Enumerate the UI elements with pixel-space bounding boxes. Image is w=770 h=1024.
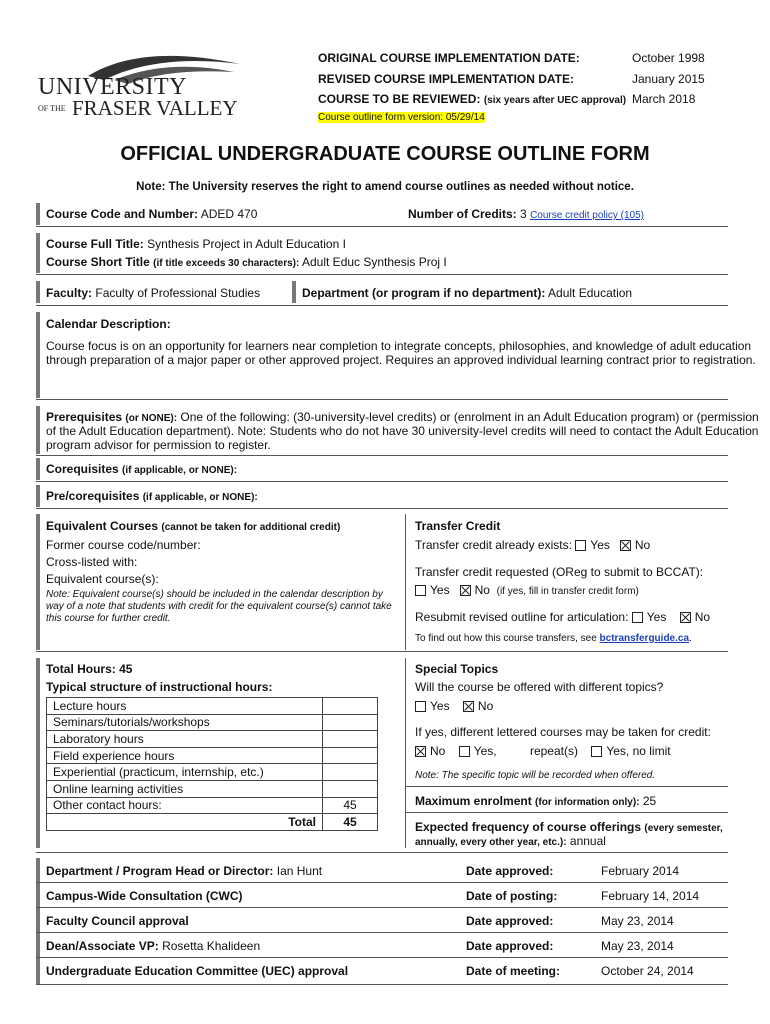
- divider: [36, 508, 728, 509]
- approval-label: Undergraduate Education Committee (UEC) approval: [46, 964, 349, 978]
- calendar-line2: through preparation of a major paper or other approved project. Requires an approved individual learning contract prior to registration.: [46, 353, 756, 367]
- review-date-note: (six years after UEC approval): [483, 95, 627, 106]
- approval-row: [46, 914, 189, 928]
- frequency-note1: (every semester,: [644, 823, 723, 834]
- approval-date-label: Date approved:: [466, 864, 554, 878]
- divider: [405, 786, 728, 787]
- review-date-label: [318, 92, 626, 106]
- page-title: OFFICIAL UNDERGRADUATE COURSE OUTLINE FORM: [120, 143, 650, 165]
- faculty-label: Faculty:: [46, 286, 93, 300]
- left-border: [36, 406, 40, 454]
- total-hours-value: 45: [119, 662, 133, 676]
- transfer-find-text: To find out how this course transfers, see: [415, 633, 597, 644]
- divider: [36, 455, 728, 456]
- total-hours: [46, 662, 132, 676]
- approval-date: May 23, 2014: [601, 914, 674, 928]
- yes-label: Yes: [646, 610, 667, 624]
- special-repeat-options: [415, 744, 671, 758]
- hours-row-value[interactable]: 45: [323, 797, 378, 814]
- logo-of-the: OF THE: [38, 104, 66, 113]
- divider: [36, 305, 728, 306]
- frequency-value: annual: [569, 834, 606, 848]
- approval-date-label: Date of meeting:: [466, 964, 561, 978]
- department-label: Department (or program if no department):: [302, 286, 546, 300]
- approval-date-label: Date approved:: [466, 939, 554, 953]
- special-topics-yes-checkbox[interactable]: [415, 701, 426, 712]
- table-row: [47, 698, 378, 715]
- hours-row-label: Laboratory hours: [47, 731, 323, 748]
- table-row: [47, 731, 378, 748]
- transfer-exists-text: Transfer credit already exists:: [415, 538, 572, 552]
- credits-label: Number of Credits:: [408, 207, 517, 221]
- calendar-line1: Course focus is on an opportunity for learners near completion to integrate concepts, philosophies, and knowledge of adult education: [46, 339, 752, 353]
- bctransferguide-link[interactable]: bctransferguide.ca: [599, 633, 690, 644]
- short-title: [46, 255, 447, 269]
- approval-date-label: Date approved:: [466, 914, 554, 928]
- transfer-requested-options: [415, 583, 639, 597]
- table-row: [47, 747, 378, 764]
- equivalent-courses: Equivalent course(s):: [46, 572, 159, 586]
- no-label: No: [474, 583, 490, 597]
- frequency-line1: [415, 820, 723, 834]
- equivalent-note-2: way of a note that students with credit for the equivalent course(s) cannot take: [46, 601, 392, 612]
- prereq-line3: program advisor for permission to register.: [46, 438, 271, 452]
- resubmit-yes-checkbox[interactable]: [632, 612, 643, 623]
- table-row: [47, 797, 378, 814]
- yes-label: Yes: [430, 583, 450, 597]
- revised-date-label: REVISED COURSE IMPLEMENTATION DATE:: [318, 72, 575, 86]
- original-date-value: October 1998: [632, 51, 705, 65]
- department-value: Adult Education: [548, 286, 633, 300]
- special-topics-no-checkbox[interactable]: [463, 701, 474, 712]
- column-divider: [405, 658, 406, 848]
- faculty: [46, 286, 260, 300]
- approval-date: February 2014: [601, 864, 680, 878]
- credit-policy-link[interactable]: Course credit policy (105): [530, 210, 644, 221]
- transfer-find: [415, 633, 692, 644]
- cross-listed: Cross-listed with:: [46, 555, 138, 569]
- special-topics-question: Will the course be offered with different topics?: [415, 680, 664, 694]
- hours-row-label: Online learning activities: [47, 780, 323, 797]
- hours-row-label: Experiential (practicum, internship, etc.): [47, 764, 323, 781]
- resubmit: [415, 610, 710, 624]
- left-border: [36, 312, 40, 398]
- approval-label: Campus-Wide Consultation (CWC): [46, 889, 243, 903]
- hours-table: [46, 697, 378, 831]
- equivalent-note: (cannot be taken for additional credit): [161, 522, 341, 533]
- logo-line2: FRASER VALLEY: [72, 96, 238, 120]
- special-topics-label: Special Topics: [415, 662, 499, 676]
- hours-structure-label: Typical structure of instructional hours:: [46, 680, 273, 694]
- divider: [36, 984, 728, 985]
- prereq-note: (or NONE):: [125, 413, 178, 424]
- max-enrolment-label: Maximum enrolment: [415, 794, 532, 808]
- approval-value: Ian Hunt: [276, 864, 323, 878]
- review-date-label-text: COURSE TO BE REVIEWED:: [318, 92, 481, 106]
- credits-value: 3: [520, 207, 527, 221]
- former-course: Former course code/number:: [46, 538, 201, 552]
- divider: [36, 882, 728, 883]
- transfer-requested: Transfer credit requested (OReg to submit to BCCAT):: [415, 565, 704, 579]
- hours-row-value[interactable]: [323, 764, 378, 781]
- left-border: [36, 485, 40, 507]
- full-title: [46, 237, 346, 251]
- hours-row-value[interactable]: [323, 780, 378, 797]
- repeat-yes-label: Yes,: [473, 744, 497, 758]
- max-enrolment-value: 25: [642, 794, 657, 808]
- approval-date: October 24, 2014: [601, 964, 694, 978]
- full-title-label: Course Full Title:: [46, 237, 144, 251]
- approval-date: February 14, 2014: [601, 889, 700, 903]
- prereq-line1: [46, 410, 759, 424]
- divider: [36, 957, 728, 958]
- repeats-label: repeat(s): [529, 744, 578, 758]
- resubmit-no-checkbox[interactable]: [680, 612, 691, 623]
- transfer-exists-yes-checkbox[interactable]: [575, 540, 586, 551]
- approval-date: May 23, 2014: [601, 939, 674, 953]
- transfer-label: Transfer Credit: [415, 519, 501, 533]
- no-label: No: [694, 610, 711, 624]
- full-title-value: Synthesis Project in Adult Education I: [147, 237, 346, 251]
- frequency-label: Expected frequency of course offerings: [415, 820, 642, 834]
- table-row: [47, 780, 378, 797]
- transfer-requested-note: (if yes, fill in transfer credit form): [496, 586, 639, 597]
- revised-date-value: January 2015: [632, 72, 705, 86]
- transfer-requested-no-checkbox[interactable]: [460, 585, 471, 596]
- yes-label: Yes: [430, 699, 450, 713]
- yes-label: Yes: [590, 538, 610, 552]
- special-topic-note: Note: The specific topic will be recorded when offered.: [415, 770, 656, 781]
- special-if-yes: If yes, different lettered courses may be taken for credit:: [415, 725, 711, 739]
- prereq-label: Prerequisites: [46, 410, 123, 424]
- transfer-requested-yes-checkbox[interactable]: [415, 585, 426, 596]
- approval-row: [46, 864, 322, 878]
- no-label: No: [634, 538, 651, 552]
- original-date-label: ORIGINAL COURSE IMPLEMENTATION DATE:: [318, 51, 580, 65]
- hours-row-label: Field experience hours: [47, 747, 323, 764]
- equivalent-note-3: this course for further credit.: [46, 613, 171, 624]
- course-code-value: ADED 470: [200, 207, 258, 221]
- column-divider: [405, 514, 406, 650]
- equivalent-note-1: Note: Equivalent course(s) should be included in the calendar description by: [46, 589, 383, 600]
- left-border: [36, 233, 40, 273]
- left-border: [36, 281, 40, 303]
- divider: [36, 481, 728, 482]
- divider: [36, 399, 728, 400]
- no-label: No: [477, 699, 494, 713]
- approval-label: Dean/Associate VP:: [46, 939, 159, 953]
- equivalent-label: Equivalent Courses: [46, 519, 159, 533]
- max-enrolment-note: (for information only):: [535, 797, 640, 808]
- faculty-value: Faculty of Professional Studies: [95, 286, 261, 300]
- divider: [405, 812, 728, 813]
- prereq-text1: One of the following: (30-university-level credits) or (enrolment in an Adult Education program) or (permission: [180, 410, 759, 424]
- divider: [36, 852, 728, 853]
- precoreq-label: Pre/corequisites: [46, 489, 140, 503]
- left-border: [36, 514, 40, 650]
- hours-row-label: Lecture hours: [47, 698, 323, 715]
- approval-row: [46, 939, 260, 953]
- divider: [36, 907, 728, 908]
- transfer-exists-no-checkbox[interactable]: [620, 540, 631, 551]
- coreq: [46, 462, 237, 476]
- table-row-total: [47, 814, 378, 831]
- coreq-label: Corequisites: [46, 462, 119, 476]
- university-logo: [34, 50, 244, 120]
- precoreq-note: (if applicable, or NONE):: [142, 492, 258, 503]
- approval-label: Department / Program Head or Director:: [46, 864, 274, 878]
- repeat-nolimit-checkbox[interactable]: [591, 746, 602, 757]
- equivalent-heading: [46, 519, 340, 533]
- precoreq: [46, 489, 258, 503]
- repeat-no-checkbox[interactable]: [415, 746, 426, 757]
- hours-row-value[interactable]: [323, 731, 378, 748]
- hours-row-value[interactable]: [323, 714, 378, 731]
- mid-border: [292, 281, 296, 303]
- approval-label: Faculty Council approval: [46, 914, 189, 928]
- approval-value: Rosetta Khalideen: [162, 939, 261, 953]
- max-enrolment: [415, 794, 656, 808]
- divider: [36, 932, 728, 933]
- total-hours-label: Total Hours:: [46, 662, 116, 676]
- approval-row: [46, 964, 348, 978]
- course-code: [46, 207, 257, 221]
- repeat-no-label: No: [430, 744, 446, 758]
- short-title-value: Adult Educ Synthesis Proj I: [302, 255, 447, 269]
- coreq-note: (if applicable, or NONE):: [122, 465, 238, 476]
- resubmit-text: Resubmit revised outline for articulation:: [415, 610, 629, 624]
- hours-total-label: Total: [47, 814, 323, 831]
- short-title-label: Course Short Title: [46, 255, 150, 269]
- divider: [36, 651, 728, 652]
- hours-row-value[interactable]: [323, 747, 378, 764]
- frequency-line2: [415, 834, 606, 848]
- left-border: [36, 658, 40, 848]
- hours-row-value[interactable]: [323, 698, 378, 715]
- left-border: [36, 858, 40, 984]
- divider: [36, 274, 728, 275]
- approval-date-label: Date of posting:: [466, 889, 558, 903]
- divider: [36, 226, 728, 227]
- prereq-line2: of the Adult Education department). Note: Students who do not have 30 university-level credits will need to contact the Adult Education: [46, 424, 759, 438]
- amendment-note: Note: The University reserves the right to amend course outlines as needed without notice.: [136, 181, 634, 193]
- short-title-note: (if title exceeds 30 characters):: [153, 258, 300, 269]
- special-topics-options: [415, 699, 493, 713]
- hours-row-label: Other contact hours:: [47, 797, 323, 814]
- review-date-value: March 2018: [632, 92, 696, 106]
- department: [302, 286, 632, 300]
- calendar-label: Calendar Description:: [46, 317, 171, 331]
- left-border: [36, 203, 40, 225]
- hours-total-value: 45: [323, 814, 378, 831]
- repeat-yes-checkbox[interactable]: [459, 746, 470, 757]
- course-code-label: Course Code and Number:: [46, 207, 199, 221]
- approval-row: [46, 889, 243, 903]
- left-border: [36, 458, 40, 480]
- frequency-note2: annually, every other year, etc.):: [415, 837, 567, 848]
- form-version: Course outline form version: 05/29/14: [318, 112, 485, 123]
- credits: [408, 207, 644, 221]
- repeat-nolimit-label: Yes, no limit: [606, 744, 671, 758]
- table-row: [47, 714, 378, 731]
- transfer-find-end: .: [689, 633, 692, 644]
- hours-row-label: Seminars/tutorials/workshops: [47, 714, 323, 731]
- transfer-exists: [415, 538, 650, 552]
- table-row: [47, 764, 378, 781]
- logo-line1: UNIVERSITY: [38, 74, 187, 100]
